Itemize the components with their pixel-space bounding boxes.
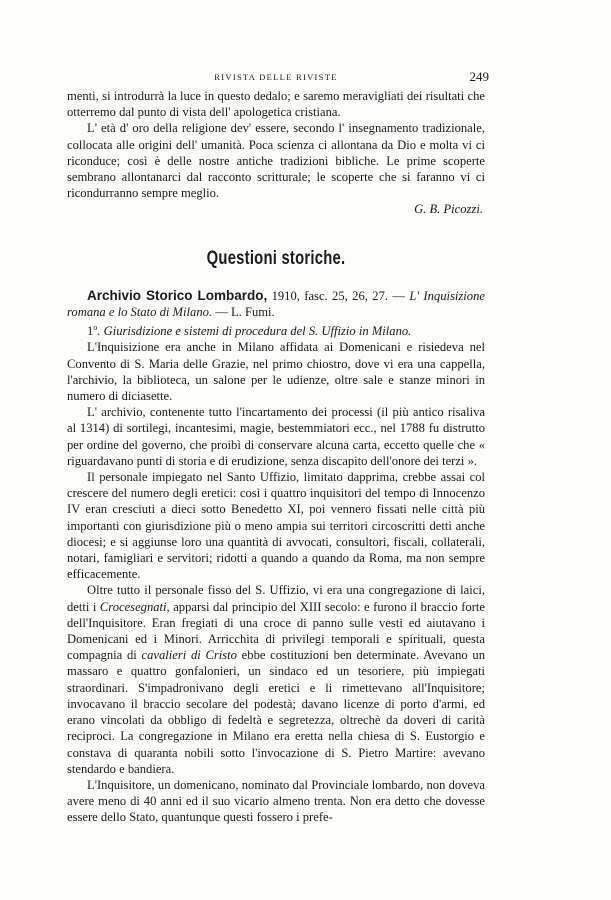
body-paragraph-5: L'Inquisitore, un domenicano, nominato dal Provinciale lombardo, non doveva avere meno di 40 anni ed il suo vicario almeno trenta. Non era detto che dovesse essere dello Stato, quantunque questi fossero i prefe- xyxy=(67,777,485,825)
paragraph-4-middle: apparsi dal principio del XIII secolo: e furono il braccio forte dell'Inquisitore. Eran fregiati di una croce di panno sulle vesti ed aiutavano i Domenicani ed i Minori. Arricchita di privilegi temporali e spirituali, questa compagnia di xyxy=(67,599,485,663)
paragraph-4-after: ebbe costituzioni ben determinate. Avevano un massaro e quattro gonfalonieri, un sindaco ed un tesoriere, più impiegati straordinari. S'impadronivano degli eretici e li rimettevano all'Inquisitore; invocavano il braccio secolare del podestà; davano licenze di porto d'armi, ed erano vincolati da obbligo di fedeltà e segretezza, oltrechè da doveri di carità reciproci. La congregazione in Milano era eretta nella chiesa di S. Eustorgio e constava di quaranta nobili sotto l'invocazione di S. Pietro Martire: avevano stendardo e bandiera. xyxy=(67,648,485,776)
body-paragraph-1: L'Inquisizione era anche in Milano affidata ai Domenicani e risiedeva nel Convento di S. Maria delle Grazie, nel primo chiostro, dove vi era una cappella, l'archivio, la biblioteca, un salone per le udienze, oltre sale e stanze minori in numero di diciasette. xyxy=(67,340,485,404)
article-author: — L. Fumi. xyxy=(212,304,275,319)
body-paragraph-2: L' archivio, contenente tutto l'incartamento dei processi (il più antico risaliva al 1314) di sortilegi, incantesimi, magie, bestemmiatori ecc., nel 1788 fu distrutto per ordine del governo, che proibì di conservare alcuna carta, eccetto quelle che « riguardavano punti di storia e di erudizione, senza discapito dell'onore dei terzi ». xyxy=(67,405,485,468)
page-number: 249 xyxy=(469,69,489,84)
paragraph-4-before: Oltre tutto il personale fisso del S. Uffizio, vi era una congregazione di laici, detti i xyxy=(67,583,485,614)
page xyxy=(67,68,489,826)
subsection-title: . Giurisdizione e sistemi di procedura del S. Uffizio in Milano. xyxy=(97,324,412,339)
running-title: RIVISTA DELLE RIVISTE xyxy=(214,72,338,82)
running-header xyxy=(67,68,489,88)
journal-name: Archivio Storico Lombardo, xyxy=(87,287,268,303)
term-crocesegnati: Crocesegnati, xyxy=(99,599,170,614)
body-paragraph-3: Il personale impiegato nel Santo Uffizio, limitato dapprima, crebbe assai col crescere del numero degli eretici: così i quattro inquisitori del tempo di Innocenzo IV eran cresciuti a dieci sotto Benedetto XI, poi vennero fissati nelle città più importanti con giurisdizione più o meno ampia sui territori circoscritti detti anche diocesi; e si aggiunse loro una quantità di avvocati, consultori, fiscali, collaterali, notari, famigliari e servitori; ridotti a quando a quando da Roma, ma non sempre efficacemente. xyxy=(67,470,485,582)
signature: G. B. Picozzi. xyxy=(414,202,483,217)
body-paragraph-4 xyxy=(67,582,485,776)
section-title: Questioni storiche. xyxy=(206,247,346,269)
ordinal-mark: o xyxy=(93,323,98,333)
intro-paragraph-1: menti, si introdurrà la luce in questo dedalo; e saremo meravigliati dei risultati che otterremo dal punto di vista dell' apologetica cristiana. xyxy=(67,89,485,120)
subsection-heading xyxy=(67,320,485,339)
intro-paragraph-2: L' età d' oro della religione dev' essere, secondo l' insegnamento tradizionale, collocata alle origini dell' umanità. Poca scienza ci allontana da Dio e molta vi ci riconduce; così è delle nostre antiche tradizioni bibliche. Le prime scoperte sembrano allontanarci dal racconto scritturale; le scoperte che si faranno vi ci ricondurranno sempre meglio. xyxy=(67,121,485,201)
article-title: L' Inquisizione romana e lo Stato di Milano. xyxy=(67,288,485,319)
subsection-number: 1 xyxy=(87,324,94,339)
journal-details: 1910, fasc. 25, 26, 27. — xyxy=(267,288,410,303)
term-cavalieri: cavalieri di Cristo xyxy=(141,648,237,663)
source-citation xyxy=(67,288,485,320)
